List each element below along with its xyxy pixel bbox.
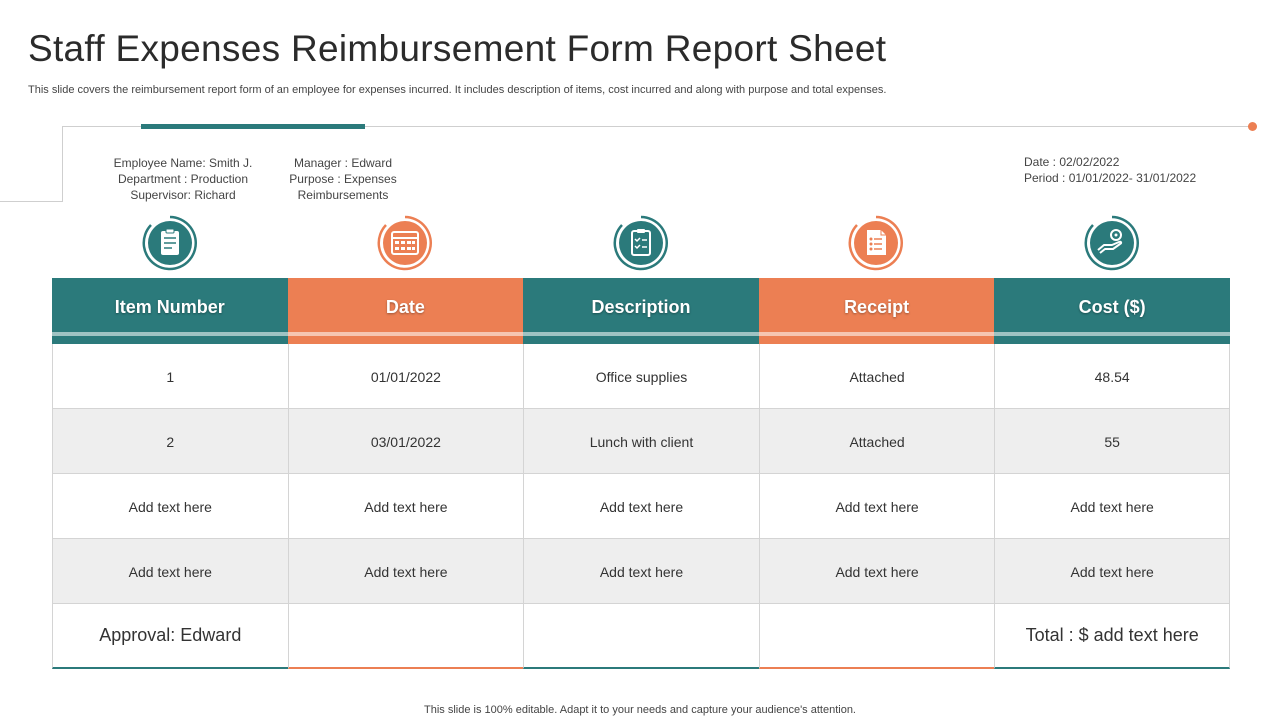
purpose-line: Purpose : Expenses: [289, 172, 397, 186]
report-date: Date : 02/02/2022: [1024, 155, 1120, 169]
table-header: [52, 278, 1230, 344]
manager-info: [273, 155, 413, 203]
report-period: Period : 01/01/2022- 31/01/2022: [1024, 171, 1197, 185]
header-cost: Cost ($): [994, 278, 1230, 344]
table-cell: Lunch with client: [523, 409, 759, 474]
table-cell: Office supplies: [523, 344, 759, 409]
approval-cell: Approval: Edward: [52, 604, 288, 669]
table-cell: Add text here: [288, 474, 524, 539]
table-cell: Add text here: [994, 539, 1230, 604]
employee-name: Employee Name: Smith J.: [113, 156, 253, 170]
table-cell: 03/01/2022: [288, 409, 524, 474]
header-receipt: Receipt: [759, 278, 995, 344]
empty-cell: [759, 604, 995, 669]
page-subtitle: This slide covers the reimbursement report form of an employee for expenses incurred. It includes description of items, cost incurred and along with purpose and total expenses.: [28, 84, 887, 96]
reimbursement-table: [52, 278, 1230, 669]
table-summary-row: [52, 604, 1230, 669]
table-cell: 55: [994, 409, 1230, 474]
table-cell: Attached: [759, 344, 995, 409]
purpose-line-cont: Reimbursements: [297, 188, 389, 202]
footer-note: This slide is 100% editable. Adapt it to your needs and capture your audience's attention.: [424, 704, 856, 716]
frame-accent-bar: [141, 124, 365, 129]
empty-cell: [523, 604, 759, 669]
table-row: [52, 474, 1230, 539]
table-cell: 01/01/2022: [288, 344, 524, 409]
employee-supervisor: Supervisor: Richard: [130, 188, 236, 202]
table-cell: Add text here: [523, 539, 759, 604]
table-cell: 2: [52, 409, 288, 474]
table-cell: Add text here: [52, 539, 288, 604]
table-cell: Add text here: [759, 539, 995, 604]
calendar-icon: [376, 214, 434, 272]
frame-line-lower: [0, 201, 63, 202]
table-row: [52, 344, 1230, 409]
checklist-icon: [612, 214, 670, 272]
frame-end-dot: [1248, 122, 1257, 131]
table-cell: Add text here: [52, 474, 288, 539]
date-info: [1024, 154, 1244, 186]
table-row: [52, 539, 1230, 604]
empty-cell: [288, 604, 524, 669]
receipt-icon: [847, 214, 905, 272]
table-cell: Attached: [759, 409, 995, 474]
employee-info: [98, 155, 268, 203]
money-hand-icon: [1083, 214, 1141, 272]
employee-department: Department : Production: [117, 172, 249, 186]
frame-line-left: [62, 126, 63, 202]
header-item-number: Item Number: [52, 278, 288, 344]
table-cell: Add text here: [759, 474, 995, 539]
table-cell: 1: [52, 344, 288, 409]
clipboard-icon: [141, 214, 199, 272]
table-cell: Add text here: [523, 474, 759, 539]
table-cell: Add text here: [994, 474, 1230, 539]
table-row: [52, 409, 1230, 474]
manager-name: Manager : Edward: [293, 156, 393, 170]
page-title: Staff Expenses Reimbursement Form Report Sheet: [28, 28, 887, 69]
table-cell: 48.54: [994, 344, 1230, 409]
header-description: Description: [523, 278, 759, 344]
header-date: Date: [288, 278, 524, 344]
table-cell: Add text here: [288, 539, 524, 604]
total-cell: Total : $ add text here: [994, 604, 1230, 669]
